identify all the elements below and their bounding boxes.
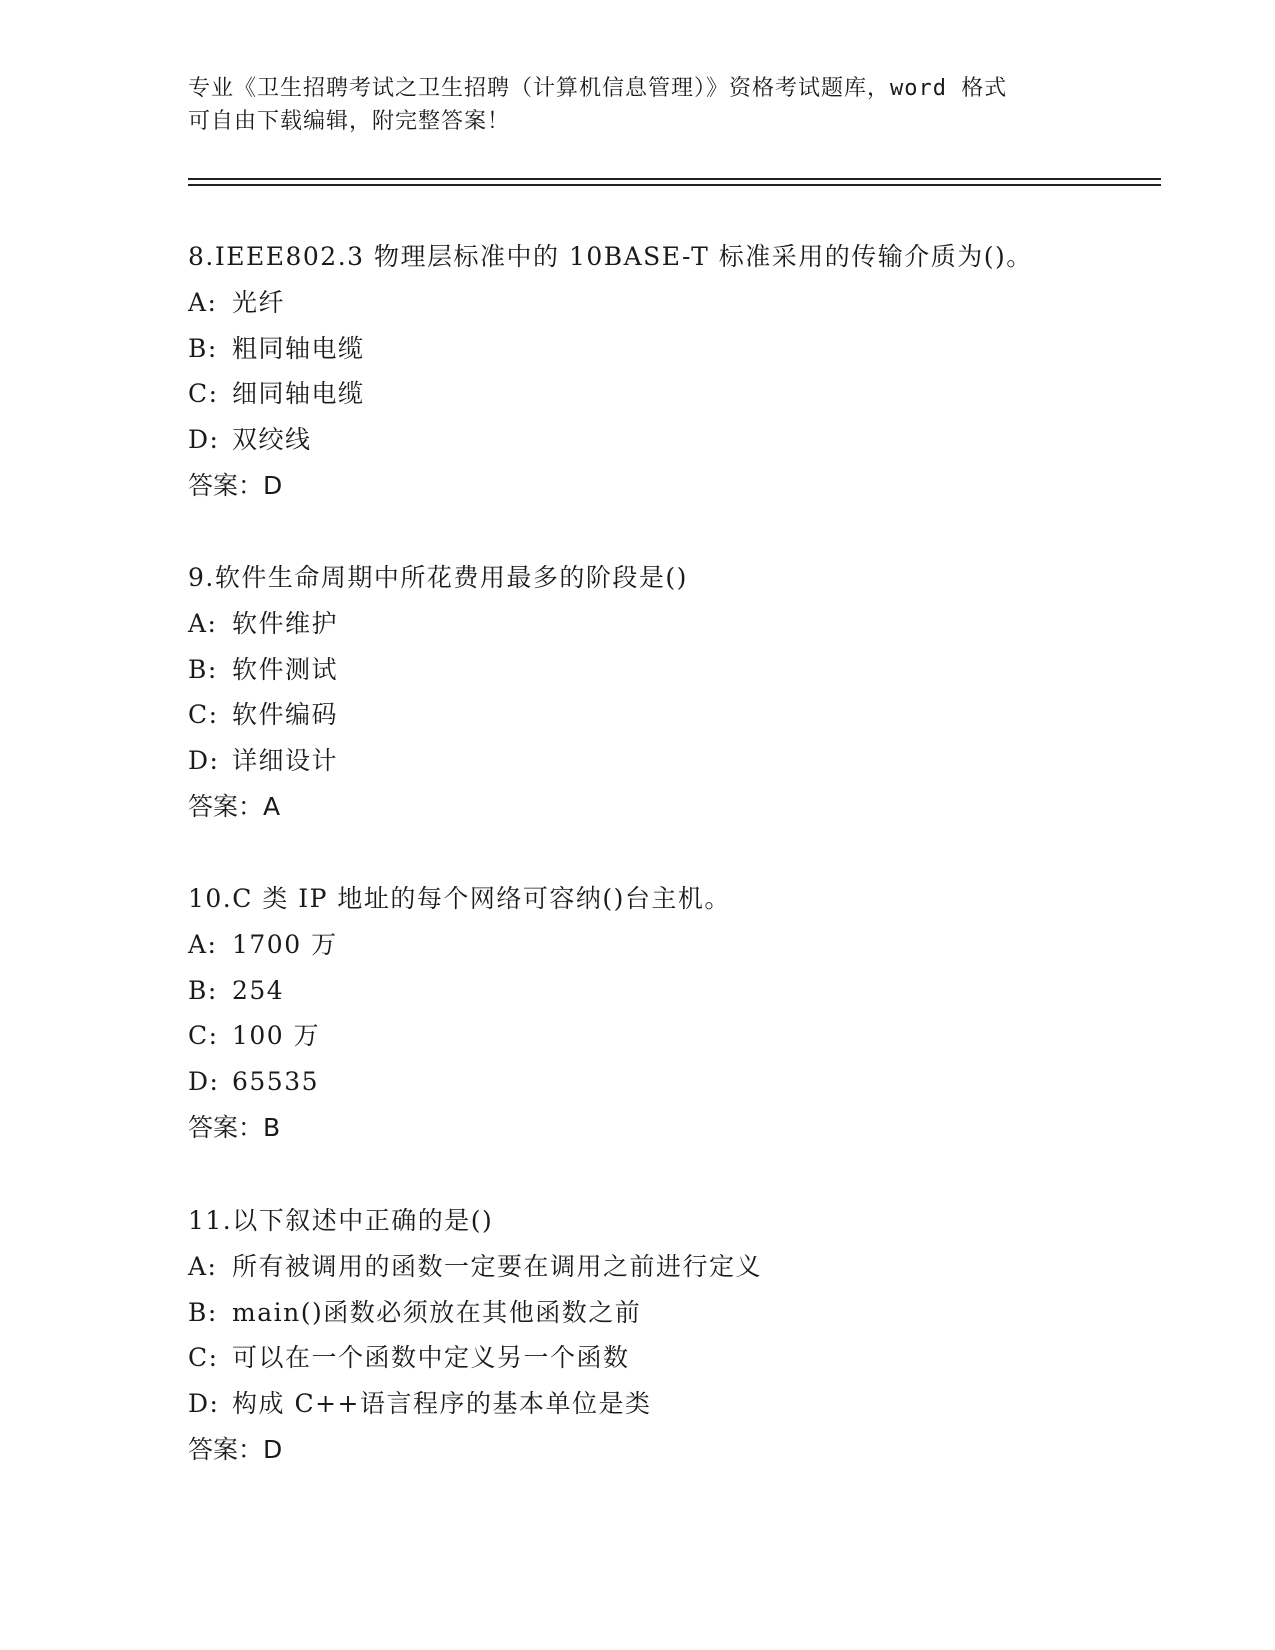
- option-key: D:: [188, 425, 220, 455]
- option-text: 1700 万: [232, 929, 338, 959]
- option-text: 粗同轴电缆: [232, 333, 365, 363]
- option-c: [188, 692, 1148, 738]
- option-b: [188, 647, 1148, 693]
- option-key: C:: [188, 700, 219, 730]
- option-key: B:: [188, 333, 218, 363]
- option-text: 所有被调用的函数一定要在调用之前进行定义: [232, 1251, 763, 1281]
- question-title: 9.软件生命周期中所花费用最多的阶段是(): [188, 563, 688, 592]
- option-text: 光纤: [232, 287, 286, 317]
- header-line-1: 专业《卫生招聘考试之卫生招聘（计算机信息管理）》资格考试题库，word 格式: [188, 76, 1008, 101]
- option-d: [188, 1381, 1148, 1427]
- option-text: 构成 C++语言程序的基本单位是类: [232, 1389, 652, 1419]
- option-b: [188, 1290, 1148, 1336]
- header-divider-bottom: [188, 184, 1161, 186]
- option-key: C:: [188, 379, 219, 409]
- option-text: 可以在一个函数中定义另一个函数: [232, 1343, 630, 1373]
- option-b: [188, 326, 1148, 372]
- option-b: [188, 968, 1148, 1014]
- option-key: D:: [188, 1067, 220, 1097]
- document-header: [188, 72, 1088, 138]
- option-d: [188, 738, 1148, 784]
- option-text: 254: [232, 975, 285, 1005]
- answer-line: 答案：A: [188, 791, 281, 821]
- option-key: A:: [188, 608, 218, 638]
- header-line-2: 可自由下载编辑，附完整答案！: [188, 109, 511, 134]
- option-d: [188, 417, 1148, 463]
- option-a: [188, 280, 1148, 326]
- option-text: 软件编码: [232, 700, 339, 730]
- option-key: D:: [188, 746, 220, 776]
- option-key: D:: [188, 1389, 220, 1419]
- header-divider-top: [188, 178, 1161, 180]
- option-a: [188, 922, 1148, 968]
- option-key: B:: [188, 975, 218, 1005]
- option-key: A:: [188, 287, 218, 317]
- option-text: 双绞线: [232, 425, 312, 455]
- option-text: 65535: [232, 1067, 320, 1097]
- option-key: C:: [188, 1343, 219, 1373]
- answer-line: 答案：B: [188, 1112, 281, 1142]
- question-title: 8.IEEE802.3 物理层标准中的 10BASE-T 标准采用的传输介质为()。: [188, 242, 1033, 271]
- option-text: 100 万: [232, 1021, 321, 1051]
- answer-line: 答案：D: [188, 1434, 283, 1464]
- option-text: 详细设计: [232, 746, 339, 776]
- question-11: [188, 1198, 1148, 1473]
- option-a: [188, 1244, 1148, 1290]
- question-10: [188, 876, 1148, 1151]
- option-text: 软件维护: [232, 608, 339, 638]
- option-a: [188, 601, 1148, 647]
- question-title: 11.以下叙述中正确的是(): [188, 1206, 494, 1235]
- question-title: 10.C 类 IP 地址的每个网络可容纳()台主机。: [188, 884, 731, 913]
- option-text: main()函数必须放在其他函数之前: [232, 1297, 642, 1327]
- option-c: [188, 371, 1148, 417]
- option-d: [188, 1059, 1148, 1105]
- question-9: [188, 555, 1148, 830]
- option-key: A:: [188, 1251, 218, 1281]
- option-text: 细同轴电缆: [232, 379, 365, 409]
- answer-line: 答案：D: [188, 470, 283, 500]
- option-key: B:: [188, 1297, 218, 1327]
- option-key: A:: [188, 929, 218, 959]
- option-text: 软件测试: [232, 654, 339, 684]
- question-8: [188, 234, 1148, 509]
- option-c: [188, 1013, 1148, 1059]
- option-key: B:: [188, 654, 218, 684]
- option-c: [188, 1335, 1148, 1381]
- option-key: C:: [188, 1021, 219, 1051]
